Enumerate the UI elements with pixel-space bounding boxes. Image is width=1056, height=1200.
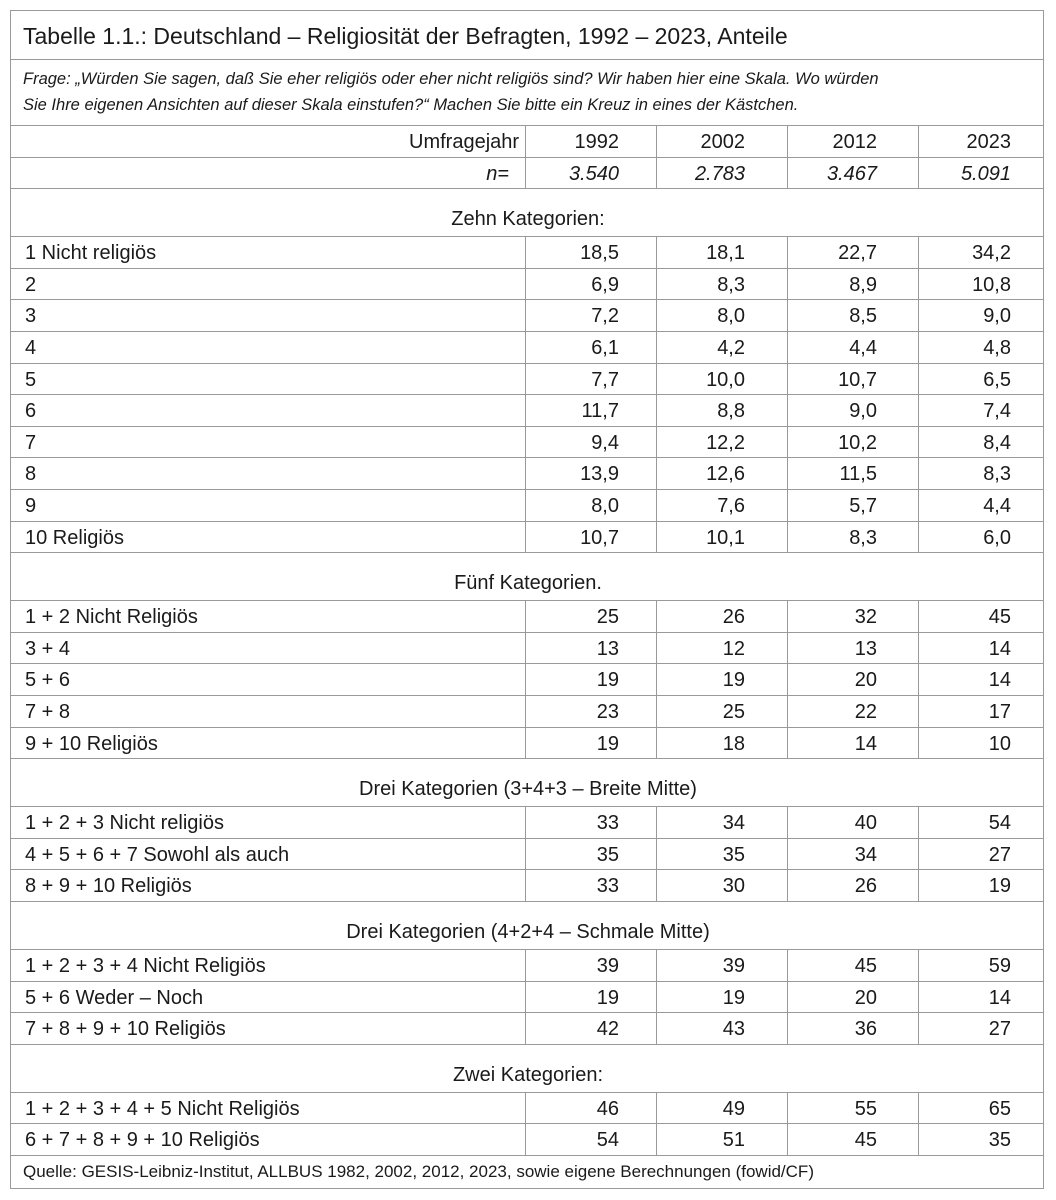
row-divider: [11, 489, 1043, 490]
category-label: 8: [25, 463, 37, 486]
value-cell: 26: [854, 875, 877, 898]
row-divider: [11, 1012, 1043, 1013]
divider: [11, 59, 1043, 60]
column-divider: [918, 1092, 919, 1155]
value-cell: 34,2: [972, 242, 1011, 265]
value-cell: 45: [854, 955, 877, 977]
column-divider: [656, 157, 657, 189]
category-label: 1 + 2 + 3 + 4 Nicht Religiös: [25, 955, 266, 977]
category-label: 6: [25, 400, 37, 423]
row-divider: [11, 663, 1043, 664]
column-divider: [918, 949, 919, 1044]
column-divider: [918, 600, 919, 758]
question-text-line-1: Frage: „Würden Sie sagen, daß Sie eher religiös oder eher nicht religiös sind? Wir haben hier eine Skala. Wo würden: [23, 70, 879, 88]
column-divider: [918, 125, 919, 157]
value-cell: 4,4: [849, 337, 877, 359]
column-divider: [656, 949, 657, 1044]
column-divider: [787, 125, 788, 157]
value-cell: 18: [722, 732, 745, 755]
value-cell: 8,5: [849, 305, 877, 328]
value-cell: 4,2: [717, 337, 745, 359]
column-divider: [656, 1092, 657, 1155]
category-label: 4 + 5 + 6 + 7 Sowohl als auch: [25, 843, 290, 866]
row-divider: [11, 901, 1043, 902]
value-cell: 8,0: [591, 495, 619, 517]
column-divider: [656, 125, 657, 157]
column-divider: [787, 157, 788, 189]
value-cell: 8,4: [983, 431, 1011, 454]
value-cell: 14: [988, 669, 1011, 692]
year-header: 2002: [700, 131, 745, 153]
value-cell: 17: [988, 701, 1011, 723]
value-cell: 33: [596, 875, 619, 898]
value-cell: 9,0: [983, 305, 1011, 328]
value-cell: 39: [722, 955, 745, 977]
value-cell: 19: [596, 986, 619, 1009]
column-divider: [656, 806, 657, 901]
value-cell: 10,8: [972, 273, 1011, 296]
value-cell: 35: [722, 843, 745, 866]
row-divider: [11, 331, 1043, 332]
value-cell: 5,7: [849, 495, 877, 517]
category-label: 7: [25, 431, 37, 454]
value-cell: 6,5: [983, 368, 1011, 391]
row-divider: [11, 268, 1043, 269]
value-cell: 36: [854, 1018, 877, 1041]
column-divider: [787, 949, 788, 1044]
value-cell: 34: [854, 843, 877, 866]
row-divider: [11, 1155, 1043, 1156]
value-cell: 55: [854, 1097, 877, 1120]
value-cell: 45: [988, 606, 1011, 629]
value-cell: 32: [854, 606, 877, 629]
value-cell: 42: [596, 1018, 619, 1041]
row-divider: [11, 552, 1043, 553]
value-cell: 45: [854, 1129, 877, 1152]
row-divider: [11, 838, 1043, 839]
row-divider: [11, 363, 1043, 364]
category-label: 6 + 7 + 8 + 9 + 10 Religiös: [25, 1129, 260, 1152]
value-cell: 19: [988, 875, 1011, 898]
row-divider: [11, 981, 1043, 982]
value-cell: 19: [596, 732, 619, 755]
category-label: 7 + 8 + 9 + 10 Religiös: [25, 1018, 226, 1041]
value-cell: 10,2: [838, 431, 877, 454]
category-label: 1 + 2 + 3 Nicht religiös: [25, 812, 224, 835]
column-divider: [787, 806, 788, 901]
value-cell: 8,9: [849, 273, 877, 296]
section-title: Zehn Kategorien:: [451, 208, 605, 231]
question-text-line-2: Sie Ihre eigenen Ansichten auf dieser Skala einstufen?“ Machen Sie bitte ein Kreuz in eines der Kästchen.: [23, 96, 799, 114]
column-divider: [787, 1092, 788, 1155]
sample-size: 3.467: [826, 162, 877, 185]
value-cell: 9,0: [849, 400, 877, 423]
value-cell: 12: [722, 637, 745, 660]
column-divider: [525, 1092, 526, 1155]
value-cell: 19: [722, 669, 745, 692]
category-label: 1 + 2 + 3 + 4 + 5 Nicht Religiös: [25, 1097, 300, 1120]
value-cell: 25: [722, 701, 745, 723]
category-label: 2: [25, 273, 37, 296]
value-cell: 35: [596, 843, 619, 866]
value-cell: 14: [988, 986, 1011, 1009]
year-header: 2023: [966, 131, 1011, 153]
value-cell: 40: [854, 812, 877, 835]
row-divider: [11, 1044, 1043, 1045]
value-cell: 33: [596, 812, 619, 835]
value-cell: 65: [988, 1097, 1011, 1120]
value-cell: 35: [988, 1129, 1011, 1152]
value-cell: 14: [854, 732, 877, 755]
value-cell: 39: [596, 955, 619, 977]
value-cell: 7,6: [717, 495, 745, 517]
column-divider: [787, 236, 788, 552]
row-divider: [11, 426, 1043, 427]
row-divider: [11, 949, 1043, 950]
value-cell: 9,4: [591, 431, 619, 454]
category-label: 9: [25, 495, 37, 517]
value-cell: 8,0: [717, 305, 745, 328]
value-cell: 49: [722, 1097, 745, 1120]
column-divider: [525, 157, 526, 189]
category-label: 1 Nicht religiös: [25, 242, 157, 265]
column-divider: [525, 125, 526, 157]
source-note: Quelle: GESIS-Leibniz-Institut, ALLBUS 1982, 2002, 2012, 2023, sowie eigene Berechnungen (fowid/CF): [23, 1162, 814, 1181]
sample-size: 3.540: [568, 162, 619, 185]
value-cell: 34: [722, 812, 745, 835]
section-title: Drei Kategorien (3+4+3 – Breite Mitte): [359, 778, 697, 801]
section-title: Fünf Kategorien.: [454, 572, 602, 595]
value-cell: 6,9: [591, 273, 619, 296]
row-divider: [11, 758, 1043, 759]
value-cell: 4,8: [983, 337, 1011, 359]
year-header: 1992: [574, 131, 619, 153]
category-label: 3 + 4: [25, 637, 71, 660]
row-divider: [11, 236, 1043, 237]
value-cell: 20: [854, 669, 877, 692]
section-title: Drei Kategorien (4+2+4 – Schmale Mitte): [346, 921, 710, 943]
category-label: 3: [25, 305, 37, 328]
value-cell: 8,3: [717, 273, 745, 296]
value-cell: 6,0: [983, 526, 1011, 549]
column-divider: [525, 806, 526, 901]
value-cell: 10,0: [706, 368, 745, 391]
value-cell: 46: [596, 1097, 619, 1120]
value-cell: 59: [988, 955, 1011, 977]
value-cell: 18,5: [580, 242, 619, 265]
row-divider: [11, 299, 1043, 300]
column-divider: [525, 949, 526, 1044]
category-label: 4: [25, 337, 37, 359]
year-header-label: Umfragejahr: [409, 131, 520, 153]
value-cell: 11,7: [581, 400, 619, 423]
value-cell: 10,7: [580, 526, 619, 549]
row-divider: [11, 600, 1043, 601]
column-divider: [918, 157, 919, 189]
value-cell: 10: [988, 732, 1011, 755]
value-cell: 12,2: [706, 431, 745, 454]
value-cell: 13: [854, 637, 877, 660]
column-divider: [525, 600, 526, 758]
value-cell: 30: [722, 875, 745, 898]
row-divider: [11, 806, 1043, 807]
column-divider: [656, 236, 657, 552]
row-divider: [11, 1092, 1043, 1093]
value-cell: 4,4: [983, 495, 1011, 517]
column-divider: [656, 600, 657, 758]
value-cell: 10,1: [706, 526, 745, 549]
row-divider: [11, 188, 1043, 189]
value-cell: 19: [722, 986, 745, 1009]
value-cell: 27: [988, 843, 1011, 866]
value-cell: 14: [988, 637, 1011, 660]
value-cell: 18,1: [706, 242, 745, 265]
category-label: 5 + 6: [25, 669, 71, 692]
row-divider: [11, 695, 1043, 696]
value-cell: 7,4: [983, 400, 1011, 423]
value-cell: 7,2: [591, 305, 619, 328]
sample-size: 5.091: [960, 162, 1011, 185]
value-cell: 51: [722, 1129, 745, 1152]
row-divider: [11, 727, 1043, 728]
value-cell: 6,1: [591, 337, 619, 359]
value-cell: 25: [596, 606, 619, 629]
column-divider: [525, 236, 526, 552]
value-cell: 11,5: [839, 463, 877, 486]
value-cell: 22,7: [838, 242, 877, 265]
section-title: Zwei Kategorien:: [452, 1063, 604, 1086]
category-label: 7 + 8: [25, 701, 71, 723]
value-cell: 23: [596, 701, 619, 723]
value-cell: 8,3: [849, 526, 877, 549]
column-divider: [918, 236, 919, 552]
column-divider: [787, 600, 788, 758]
value-cell: 54: [596, 1129, 619, 1152]
category-label: 10 Religiös: [25, 526, 124, 549]
category-label: 5 + 6 Weder – Noch: [25, 986, 204, 1009]
value-cell: 22: [854, 701, 877, 723]
row-divider: [11, 521, 1043, 522]
row-divider: [11, 394, 1043, 395]
category-label: 8 + 9 + 10 Religiös: [25, 875, 192, 898]
row-divider: [11, 457, 1043, 458]
value-cell: 8,3: [983, 463, 1011, 486]
row-divider: [11, 869, 1043, 870]
value-cell: 54: [988, 812, 1011, 835]
n-label: n=: [486, 162, 509, 185]
row-divider: [11, 632, 1043, 633]
value-cell: 12,6: [706, 463, 745, 486]
column-divider: [918, 806, 919, 901]
table-title: Tabelle 1.1.: Deutschland – Religiosität der Befragten, 1992 – 2023, Anteile: [23, 23, 788, 49]
year-header: 2012: [832, 131, 877, 153]
value-cell: 7,7: [591, 368, 619, 391]
value-cell: 8,8: [717, 400, 745, 423]
value-cell: 26: [722, 606, 745, 629]
religiosity-table: [10, 10, 1044, 1189]
row-divider: [11, 1123, 1043, 1124]
category-label: 5: [25, 368, 37, 391]
category-label: 9 + 10 Religiös: [25, 732, 158, 755]
value-cell: 43: [722, 1018, 745, 1041]
value-cell: 27: [988, 1018, 1011, 1041]
divider: [11, 125, 1043, 126]
value-cell: 13,9: [580, 463, 619, 486]
row-divider: [11, 157, 1043, 158]
value-cell: 10,7: [838, 368, 877, 391]
value-cell: 13: [596, 637, 619, 660]
sample-size: 2.783: [694, 162, 745, 185]
value-cell: 19: [596, 669, 619, 692]
category-label: 1 + 2 Nicht Religiös: [25, 606, 198, 629]
value-cell: 20: [854, 986, 877, 1009]
